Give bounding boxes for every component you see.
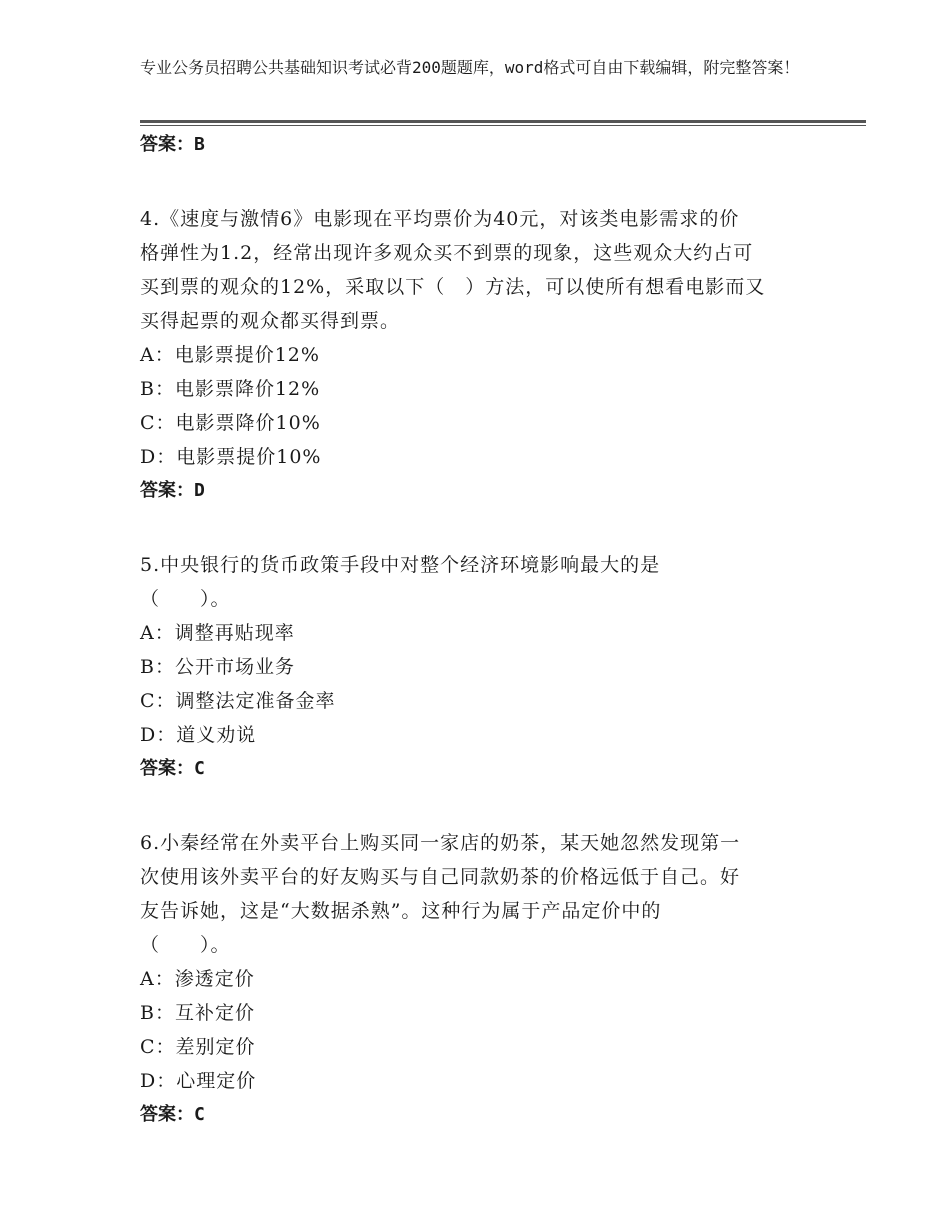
question-5 [140,548,820,786]
stem-line: 6.小秦经常在外卖平台上购买同一家店的奶茶，某天她忽然发现第一 [140,832,741,854]
stem-line: 买到票的观众的12%，采取以下（ ）方法，可以使所有想看电影而又 [140,276,766,298]
option-c: C：差别定价 [140,1036,256,1058]
option-d: D：电影票提价10% [140,446,322,468]
stem-line: （ ）。 [140,588,231,610]
question-4 [140,202,820,508]
stem-line: 5.中央银行的货币政策手段中对整个经济环境影响最大的是 [140,554,661,576]
question-stem [140,548,820,616]
document-header: 专业公务员招聘公共基础知识考试必背200题题库，word格式可自由下载编辑，附完整答案！ [140,58,800,77]
header-rule-thin [140,125,866,126]
option-d: D：道义劝说 [140,724,257,746]
option-a: A：渗透定价 [140,968,255,990]
option-b: B：互补定价 [140,1002,255,1024]
option-b: B：公开市场业务 [140,656,295,678]
answer-line: 答案：D [140,480,205,501]
header-rule-thick [140,120,866,123]
option-c: C：调整法定准备金率 [140,690,336,712]
question-stem [140,202,820,338]
option-d: D：心理定价 [140,1070,257,1092]
option-a: A：电影票提价12% [140,344,320,366]
answer-line: 答案：C [140,1104,205,1125]
stem-line: 格弹性为1.2，经常出现许多观众买不到票的现象，这些观众大约占可 [140,242,754,264]
option-b: B：电影票降价12% [140,378,321,400]
question-stem [140,826,820,962]
stem-line: 友告诉她，这是“大数据杀熟”。这种行为属于产品定价中的 [140,900,662,922]
stem-line: 买得起票的观众都买得到票。 [140,310,401,332]
option-a: A：调整再贴现率 [140,622,295,644]
stem-line: 4.《速度与激情6》电影现在平均票价为40元，对该类电影需求的价 [140,208,740,230]
question-6 [140,826,820,1132]
stem-line: （ ）。 [140,934,231,956]
stem-line: 次使用该外卖平台的好友购买与自己同款奶茶的价格远低于自己。好 [140,866,741,888]
document-body [140,128,820,1132]
option-c: C：电影票降价10% [140,412,321,434]
answer-line: 答案：C [140,758,205,779]
answer-line: 答案：B [140,134,205,155]
